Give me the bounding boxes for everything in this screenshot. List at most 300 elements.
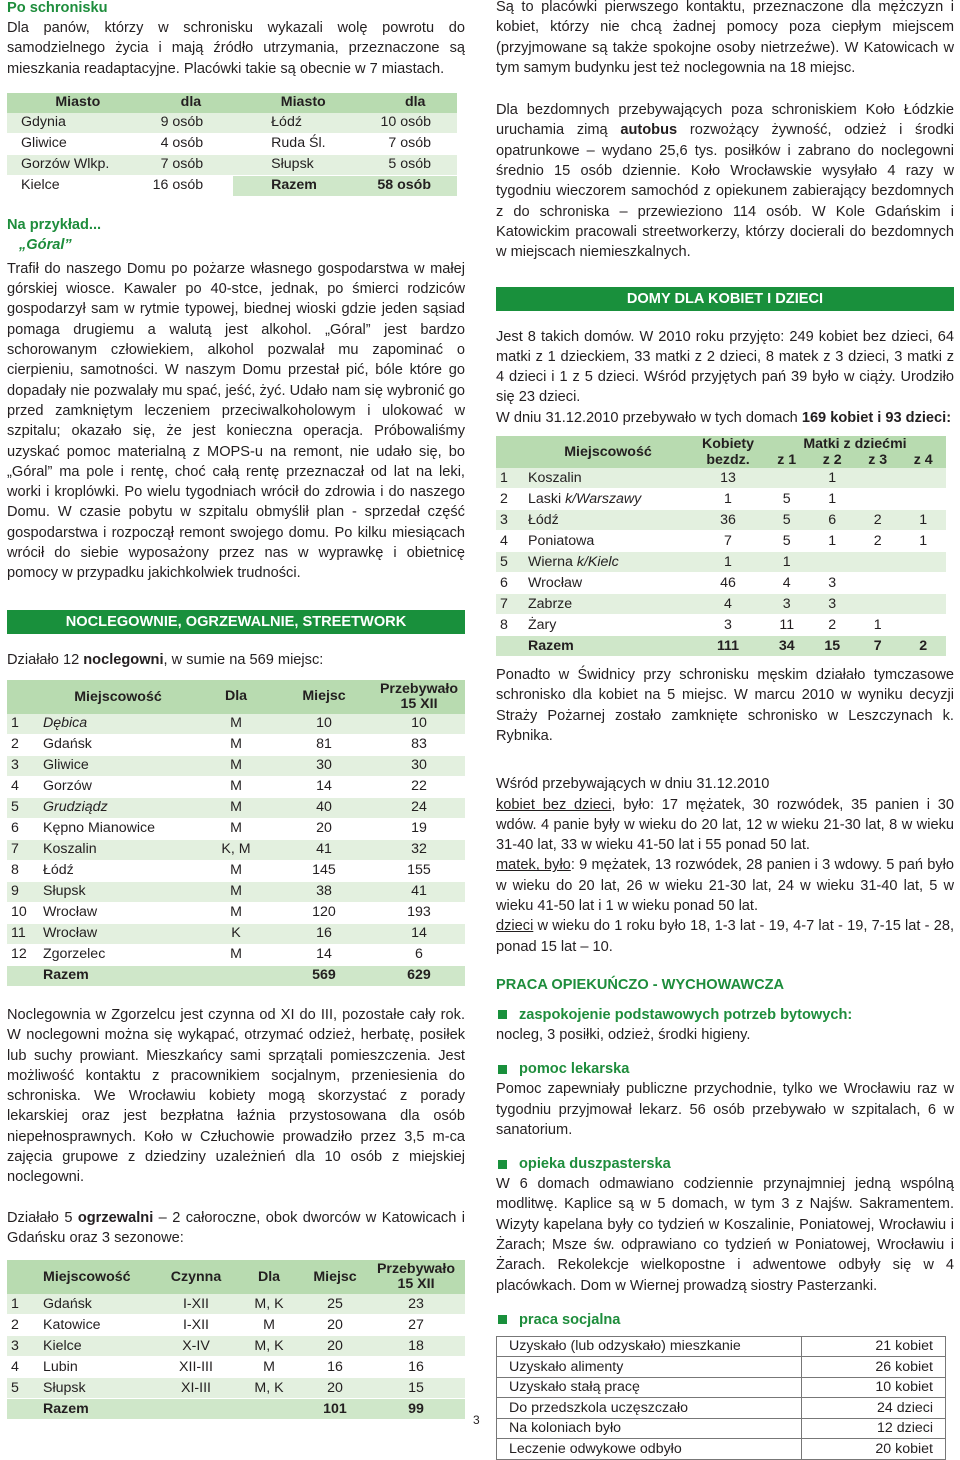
cell: Słupsk xyxy=(233,154,373,175)
table-row xyxy=(7,860,465,881)
cell-count: 1 xyxy=(692,489,764,510)
cell-city: Gdańsk xyxy=(39,734,197,755)
stats-matek xyxy=(496,855,954,916)
cell-total: 15 xyxy=(809,636,854,657)
text: , było: 17 mężatek, 30 rozwódek, 35 panien i 30 wdów. 4 panie były w wieku do 20 lat, 12 w wieku 21-30 lat, 8 w wieku 31-40 lat, 33 w wieku 41-50 lat i 55 ponad 50 lat. xyxy=(496,796,954,854)
city-suffix: k/Kielc xyxy=(576,553,619,570)
cell-total: 34 xyxy=(764,636,809,657)
col-header-num xyxy=(7,1260,39,1294)
cell-places: 14 xyxy=(275,776,373,797)
cell-value: 12 dzieci xyxy=(802,1418,946,1439)
cell xyxy=(7,965,39,986)
bullet-socjalna xyxy=(496,1310,954,1330)
table-row xyxy=(496,573,946,594)
cell-present: 22 xyxy=(373,776,465,797)
cell: Łódź xyxy=(233,113,373,134)
row-number: 11 xyxy=(7,923,39,944)
domy-caption xyxy=(496,408,954,428)
underlined-label: kobiet bez dzieci xyxy=(496,796,612,813)
cell-places: 30 xyxy=(275,755,373,776)
cell-city: Kielce xyxy=(39,1336,157,1357)
cell-count: 13 xyxy=(692,468,764,489)
underlined-label: dzieci xyxy=(496,918,534,935)
cell-count: 4 xyxy=(692,594,764,615)
cell-count xyxy=(900,552,946,573)
cell: 58 osób xyxy=(373,175,457,196)
cell-total-places: 101 xyxy=(303,1399,367,1420)
cell-present: 23 xyxy=(367,1294,465,1315)
cell-count xyxy=(900,594,946,615)
row-number: 12 xyxy=(7,944,39,965)
intro-bold: noclegowni xyxy=(83,651,164,668)
cell: Gorzów Wlkp. xyxy=(7,154,149,175)
cell-count xyxy=(855,594,900,615)
row-number: 2 xyxy=(7,734,39,755)
cell-for: M, K xyxy=(235,1378,303,1399)
table-row xyxy=(7,154,457,175)
cell xyxy=(157,1399,235,1420)
col-header: Miejsc xyxy=(275,680,373,714)
social-table xyxy=(496,1336,946,1460)
cell: Ruda Śl. xyxy=(233,133,373,154)
cell-total: 7 xyxy=(855,636,900,657)
cell-count xyxy=(855,489,900,510)
city-name: Laski xyxy=(528,490,566,507)
cell-places: 41 xyxy=(275,839,373,860)
cell-label: Na koloniach było xyxy=(497,1418,802,1439)
col-header: z 3 xyxy=(855,452,900,468)
story-p3: „Góral” jest bardzo schorowanym człowiekiem, alkohol pozwalał mu zapominać o cierpieniu, samotności. xyxy=(7,321,465,379)
table-row xyxy=(7,133,457,154)
cell-present: 30 xyxy=(373,755,465,776)
cell-count xyxy=(855,468,900,489)
col-header-przebywalo xyxy=(367,1260,465,1294)
col-header: Miejscowość xyxy=(524,436,692,468)
cell-places: 25 xyxy=(303,1294,367,1315)
row-number: 8 xyxy=(7,860,39,881)
table-row xyxy=(7,818,465,839)
table-row xyxy=(7,1378,465,1399)
cell-open: XI-III xyxy=(157,1378,235,1399)
story-p9: Po kilku miesiącach wrócił do siebie wyposażony przez nas w wyprawkę i obietnicę pomocy w przypadku jakichkolwiek trudności. xyxy=(7,524,465,582)
bullet-title: zaspokojenie podstawowych potrzeb bytowych: xyxy=(519,1006,853,1023)
row-number: 5 xyxy=(7,797,39,818)
row-number: 4 xyxy=(7,1357,39,1378)
cell-places: 81 xyxy=(275,734,373,755)
section-title-na-przyklad: Na przykład... xyxy=(7,216,102,233)
col-header: dla xyxy=(373,93,457,113)
cell: 9 osób xyxy=(149,113,234,134)
cell-total-present: 629 xyxy=(373,965,465,986)
story-p5: Udało nam się wybronić go przed zamkniętym leczeniem przeciwalkoholowym i ulokować w szpitalu; okazało się, że jest konieczna operacja. xyxy=(7,382,465,440)
cell-open: I-XII xyxy=(157,1294,235,1315)
cell: 7 osób xyxy=(149,154,234,175)
cell-count: 1 xyxy=(692,552,764,573)
cell-count: 1 xyxy=(764,552,809,573)
bullet-text: Pomoc zapewniały publiczne przychodnie, tylko we Wrocławiu raz w tygodniu przyjmował lekarz. 56 osób przebywało w szpitalach, 6 w sanatorium. xyxy=(496,1081,954,1138)
cell-value: 21 kobiet xyxy=(802,1336,946,1357)
cell-count xyxy=(900,489,946,510)
text: rozwożący żywność, odzież i środki opatrunkowe – wydano 25,6 tys. posiłków i zabrano do noclegowni średnio 15 osób dziennie. Koło Wrocławskie wysyłało 4 razy w tygodniu wieczorem samochód z opiekunem zabierający bezdomnych z do schroniska – przewieziono 114 osób. W Kole Gdańskim i Katowickim pracowali streetworkerzy, którzy docierali do bezdomnych w miejscach niemieszkalnych. xyxy=(496,122,954,261)
cell-total: 111 xyxy=(692,636,764,657)
cell-count xyxy=(855,552,900,573)
cell-places: 38 xyxy=(275,881,373,902)
cell-value: 24 dzieci xyxy=(802,1398,946,1419)
table-row xyxy=(497,1398,946,1419)
cell-places: 120 xyxy=(275,902,373,923)
cell-present: 19 xyxy=(373,818,465,839)
cell: 4 osób xyxy=(149,133,234,154)
cell-count: 1 xyxy=(809,468,854,489)
col-header: Miejscowość xyxy=(39,1260,157,1294)
cell-label: Uzyskało (lub odzyskało) mieszkanie xyxy=(497,1336,802,1357)
cell-count: 3 xyxy=(692,615,764,636)
cell: Razem xyxy=(233,175,373,196)
text: W dniu 31.12.2010 przebywało w tych domach xyxy=(496,409,802,426)
col-header: z 2 xyxy=(809,452,854,468)
col-header: Matki z dziećmi xyxy=(764,436,946,452)
story-text xyxy=(7,259,465,584)
table-row xyxy=(7,797,465,818)
city-name: Wierna xyxy=(528,553,577,570)
cell-present: 6 xyxy=(373,944,465,965)
intro-text: Działało 5 xyxy=(7,1209,78,1226)
cell-count: 36 xyxy=(692,510,764,531)
cell xyxy=(197,965,275,986)
cell-city: Wrocław xyxy=(39,902,197,923)
row-number: 6 xyxy=(496,573,524,594)
cell-city: Wrocław xyxy=(524,573,692,594)
cell-value: 26 kobiet xyxy=(802,1357,946,1378)
cell-total-label: Razem xyxy=(39,965,197,986)
intro-text: – 2 całoroczne, obok dworców w Katowicach i Gdańsku oraz 3 sezonowe: xyxy=(7,1209,465,1246)
table-row xyxy=(7,776,465,797)
story-p7: Po wielu tygodniach wrócił do zdrowia i do naszego Domu. xyxy=(7,484,465,521)
cell: Gdynia xyxy=(7,113,149,134)
cell-city xyxy=(524,489,692,510)
table-row xyxy=(7,1336,465,1357)
table-row xyxy=(497,1336,946,1357)
col-header: Miejsc xyxy=(303,1260,367,1294)
cell-present: 16 xyxy=(367,1357,465,1378)
noclegownie-text: Noclegownia w Zgorzelcu jest czynna od XI do III, pozostałe cały rok. W noclegowni można się wykąpać, otrzymać odzież, herbatę, posiłek lub suchy prowiant. Mieszkańcy sami sprzątali pomieszczenia. Jest możliwość kontaktu z pracownikiem socjalnym, przeniesienia do schroniska. We Wrocławiu kobiety mogą skorzystać z porady lekarskiej oraz jest bezpłatna łaźnia przystosowana dla osób niepełnosprawnych. Koło w Człuchowie prowadziło przez 3,5 m-ca zajęcia grupowe z dziedziny uzależnień dla 10 osób z miejskiej noclegowni. xyxy=(7,1006,465,1186)
header-line: 15 XII xyxy=(400,695,438,712)
cell-count: 3 xyxy=(809,594,854,615)
cell-city xyxy=(524,552,692,573)
cell-label: Do przedszkola uczęszczało xyxy=(497,1398,802,1419)
page-number: 3 xyxy=(473,1413,480,1427)
table-row xyxy=(496,489,946,510)
cell-for: K, M xyxy=(197,839,275,860)
cell-city: Zgorzelec xyxy=(39,944,197,965)
row-number: 8 xyxy=(496,615,524,636)
story-p4: W naszym Domu przestał pić, bóle które go dopadały nie pozwalały mu spać, jeść, żyć. xyxy=(7,362,465,399)
cell xyxy=(7,1399,39,1420)
cell-count: 4 xyxy=(764,573,809,594)
cell-city: Kępno Mianowice xyxy=(39,818,197,839)
col-header: Miasto xyxy=(7,93,149,113)
cell-for: M xyxy=(197,860,275,881)
po-schronisku-text: Dla panów, którzy w schronisku wykazali wolę powrotu do samodzielnego życia i mają źródło utrzymania, przeznaczone są mieszkania readaptacyjne. Placówki takie są obecnie w 7 miastach. xyxy=(7,20,465,77)
noclegownie-table xyxy=(7,680,465,987)
col-header: dla xyxy=(149,93,234,113)
col-header: Dla xyxy=(197,680,275,714)
cell-total-present: 99 xyxy=(367,1399,465,1420)
intro-bold: ogrzewalni xyxy=(77,1209,154,1226)
col-header: Miejscowość xyxy=(39,680,197,714)
cell-places: 16 xyxy=(303,1357,367,1378)
cell-present: 27 xyxy=(367,1315,465,1336)
header-line: 15 XII xyxy=(397,1276,435,1293)
stats-dzieci xyxy=(496,916,954,957)
col-header-przebywalo xyxy=(373,680,465,714)
col-header: Czynna xyxy=(157,1260,235,1294)
table-row xyxy=(7,113,457,134)
table-row xyxy=(496,615,946,636)
row-number: 4 xyxy=(7,776,39,797)
cell-for: M, K xyxy=(235,1294,303,1315)
cell-city: Lubin xyxy=(39,1357,157,1378)
story-p2: Kawaler po 40-stce, jednak, po śmierci rodziców gospodarzył sam w rytmie typowej, biednej wioski gdzie jeden sąsiad pomaga drugiemu a walutą jest alkohol. xyxy=(7,281,465,338)
row-number: 4 xyxy=(496,531,524,552)
cell-places: 20 xyxy=(303,1315,367,1336)
ogrzewalnie-intro xyxy=(7,1208,465,1249)
cell-count: 1 xyxy=(900,531,946,552)
row-number: 1 xyxy=(7,1294,39,1315)
right-column xyxy=(496,0,954,1460)
row-number: 10 xyxy=(7,902,39,923)
table-row xyxy=(7,1315,465,1336)
noclegownie-intro xyxy=(7,650,465,670)
table-row xyxy=(7,923,465,944)
table-row xyxy=(7,1294,465,1315)
cell-present: 32 xyxy=(373,839,465,860)
story-p6: Próbowaliśmy uzyskać pomoc materialną z MOPS-u na remont, nie udało się, bo „Góral” ma pole i rentę, choć całą rentę przeznaczał od lat na leki, worki i kroplówki. xyxy=(7,423,465,501)
col-header: z 4 xyxy=(900,452,946,468)
cell-value: 20 kobiet xyxy=(802,1439,946,1460)
cell-for: M xyxy=(197,881,275,902)
cell-places: 10 xyxy=(275,714,373,735)
bold-text: 169 kobiet i 93 dzieci: xyxy=(801,409,952,426)
table-row xyxy=(7,839,465,860)
cell-present: 193 xyxy=(373,902,465,923)
cell-for: M xyxy=(197,902,275,923)
cell-city: Słupsk xyxy=(39,1378,157,1399)
cell-present: 155 xyxy=(373,860,465,881)
bullet-title: opieka duszpasterska xyxy=(519,1156,671,1173)
cell-for: M xyxy=(197,755,275,776)
cell-total: 2 xyxy=(900,636,946,657)
cell-present: 83 xyxy=(373,734,465,755)
ogrzewalnie-description: Są to placówki pierwszego kontaktu, przeznaczone dla mężczyzn i kobiet, którzy nie chcą żadnej pomocy poza ciepłym miejscem (przyjmowane są także spokojne osoby nietrzeźwe). W Katowicach w tym samym budynku jest też noclegownia na 18 miejsc. xyxy=(496,0,954,76)
table-row xyxy=(496,552,946,573)
cell-count xyxy=(764,468,809,489)
cell-places: 16 xyxy=(275,923,373,944)
banner-domy: DOMY DLA KOBIET I DZIECI xyxy=(496,287,954,311)
cell-open: X-IV xyxy=(157,1336,235,1357)
table-row xyxy=(7,714,465,735)
cell-count: 5 xyxy=(764,531,809,552)
text: w wieku do 1 roku było 18, 1-3 lat - 19, 4-7 lat - 19, 7-15 lat - 28, ponad 15 lat – 10. xyxy=(496,918,954,955)
text: Dla bezdomnych przebywających poza schroniskiem Koło Łódzkie uruchamia zimą xyxy=(496,102,954,139)
table-row xyxy=(7,944,465,965)
cell-count xyxy=(900,615,946,636)
square-bullet-icon xyxy=(498,1010,507,1019)
cell-count: 5 xyxy=(764,510,809,531)
intro-text: Działało 12 xyxy=(7,651,84,668)
col-header: Dla xyxy=(235,1260,303,1294)
row-number: 3 xyxy=(496,510,524,531)
cell-count: 1 xyxy=(900,510,946,531)
cell-for: M xyxy=(235,1357,303,1378)
table-row xyxy=(497,1357,946,1378)
cell-city: Koszalin xyxy=(524,468,692,489)
cell-total-label: Razem xyxy=(524,636,692,657)
header-line: Przebywało xyxy=(376,1261,456,1278)
cell-for: K xyxy=(197,923,275,944)
row-number: 6 xyxy=(7,818,39,839)
cell-count xyxy=(809,552,854,573)
bold-text: autobus xyxy=(620,122,678,139)
cell-city: Koszalin xyxy=(39,839,197,860)
row-number: 1 xyxy=(496,468,524,489)
text: : 9 mężatek, 13 rozwódek, 28 panien i 3 wdowy. 5 pań było w wieku do 20 lat, 26 w wieku 21-30 lat, 24 w wieku 31-40 lat, 5 w wieku 41-50 lat i 1 w wieku ponad 50 lat. xyxy=(496,857,955,915)
bullet-text: nocleg, 3 posiłki, odzież, środki higieny. xyxy=(496,1026,751,1043)
cell-open: I-XII xyxy=(157,1315,235,1336)
bullet-duszpasterska xyxy=(496,1154,954,1174)
row-number: 2 xyxy=(7,1315,39,1336)
table-row xyxy=(7,902,465,923)
cell-city: Katowice xyxy=(39,1315,157,1336)
cell-count: 3 xyxy=(809,573,854,594)
cell-city: Zabrze xyxy=(524,594,692,615)
cell-city: Łódź xyxy=(39,860,197,881)
cell-places: 14 xyxy=(275,944,373,965)
cell-label: Leczenie odwykowe odbyło xyxy=(497,1439,802,1460)
city-suffix: k/Warszawy xyxy=(565,490,642,507)
cell-count: 6 xyxy=(809,510,854,531)
row-number: 5 xyxy=(496,552,524,573)
cell-for: M xyxy=(197,734,275,755)
table-row xyxy=(496,468,946,489)
cell: 5 osób xyxy=(373,154,457,175)
row-number: 7 xyxy=(496,594,524,615)
table-row xyxy=(496,594,946,615)
cell-places: 145 xyxy=(275,860,373,881)
cell-present: 10 xyxy=(373,714,465,735)
cell: 7 osób xyxy=(373,133,457,154)
cell-value: 10 kobiet xyxy=(802,1377,946,1398)
domy-after-text: Ponadto w Świdnicy przy schronisku męskim działało tymczasowe schronisko dla kobiet na 5 miejsc. W marcu 2010 w wyniku decyzji Straży Pożarnej zostało zamknięte schronisko w Leszczynach k. Rybnika. xyxy=(496,667,954,744)
row-number: 7 xyxy=(7,839,39,860)
cell-for: M xyxy=(197,776,275,797)
cell-count: 2 xyxy=(809,615,854,636)
cell-places: 20 xyxy=(303,1378,367,1399)
table-row xyxy=(497,1377,946,1398)
intro-text: , w sumie na 569 miejsc: xyxy=(163,651,324,668)
section-title-po-schronisku: Po schronisku xyxy=(7,0,108,16)
cell-count: 11 xyxy=(764,615,809,636)
left-column xyxy=(7,0,465,1420)
cell-city: Poniatowa xyxy=(524,531,692,552)
cell xyxy=(235,1399,303,1420)
table-row-total xyxy=(7,1399,465,1420)
cell-count: 5 xyxy=(764,489,809,510)
domy-text: Jest 8 takich domów. W 2010 roku przyjęto: 249 kobiet bez dzieci, 64 matki z 1 dzieckiem, 33 matki z 2 dzieci, 8 matek z 3 dzieci, 3 matki z 4 dzieci i 1 z 5 dzieci. Wśród przyjętych pań 39 było w ciąży. Urodziło się 23 dzieci. xyxy=(496,328,954,406)
cell-places: 20 xyxy=(275,818,373,839)
cell-present: 15 xyxy=(367,1378,465,1399)
cell-open: XII-III xyxy=(157,1357,235,1378)
cell: Gliwice xyxy=(7,133,149,154)
underlined-label: matek, było xyxy=(496,857,571,874)
cell xyxy=(496,636,524,657)
cell-present: 14 xyxy=(373,923,465,944)
cell: 10 osób xyxy=(373,113,457,134)
col-header-num xyxy=(7,680,39,714)
stats-date: Wśród przebywających w dniu 31.12.2010 xyxy=(496,776,770,793)
cell-label: Uzyskało alimenty xyxy=(497,1357,802,1378)
header-line: Przebywało xyxy=(379,680,459,697)
cell-count: 7 xyxy=(692,531,764,552)
table-row xyxy=(497,1439,946,1460)
cell-city: Łódź xyxy=(524,510,692,531)
square-bullet-icon xyxy=(498,1160,507,1169)
cell: Kielce xyxy=(7,175,149,196)
col-header: Miasto xyxy=(233,93,373,113)
cell-count: 1 xyxy=(855,615,900,636)
cell-total-label: Razem xyxy=(39,1399,157,1420)
cell-city: Gdańsk xyxy=(39,1294,157,1315)
table-row xyxy=(496,531,946,552)
cell-count xyxy=(900,573,946,594)
cell-for: M xyxy=(197,797,275,818)
cell-places: 20 xyxy=(303,1336,367,1357)
row-number: 9 xyxy=(7,881,39,902)
cell-count: 1 xyxy=(809,531,854,552)
cell-places: 40 xyxy=(275,797,373,818)
row-number: 5 xyxy=(7,1378,39,1399)
cell-for: M xyxy=(197,714,275,735)
bullet-title: pomoc lekarska xyxy=(519,1061,630,1078)
cell-count xyxy=(900,468,946,489)
row-number: 3 xyxy=(7,1336,39,1357)
domy-table xyxy=(496,436,946,657)
cell-count: 46 xyxy=(692,573,764,594)
cell-present: 41 xyxy=(373,881,465,902)
banner-noclegownie: NOCLEGOWNIE, OGRZEWALNIE, STREETWORK xyxy=(7,610,465,634)
cell-count xyxy=(855,573,900,594)
row-number: 2 xyxy=(496,489,524,510)
cell-city: Grudziądz xyxy=(39,797,197,818)
cell-count: 2 xyxy=(855,531,900,552)
story-p1: Trafił do naszego Domu po pożarze własnego gospodarstwa w małej górskiej wiosce. xyxy=(7,260,465,298)
cell: 16 osób xyxy=(149,175,234,196)
cell-present: 18 xyxy=(367,1336,465,1357)
cell-for: M xyxy=(197,944,275,965)
col-header: bezdz. xyxy=(692,452,764,468)
col-header-num xyxy=(496,436,524,468)
bullet-lekarska xyxy=(496,1059,954,1079)
row-number: 3 xyxy=(7,755,39,776)
cell-for: M xyxy=(197,818,275,839)
cell-city: Słupsk xyxy=(39,881,197,902)
section-title-praca: PRACA OPIEKUŃCZO - WYCHOWAWCZA xyxy=(496,976,785,993)
story-p8: W czasie pobytu w szpitalu obmyślił plan - sprzedał część gospodarstwa i rozpoczął remont swojego domu. xyxy=(7,504,465,541)
cell-city: Gliwice xyxy=(39,755,197,776)
apartments-table xyxy=(7,93,457,197)
cell-label: Uzyskało stałą pracę xyxy=(497,1377,802,1398)
square-bullet-icon xyxy=(498,1315,507,1324)
